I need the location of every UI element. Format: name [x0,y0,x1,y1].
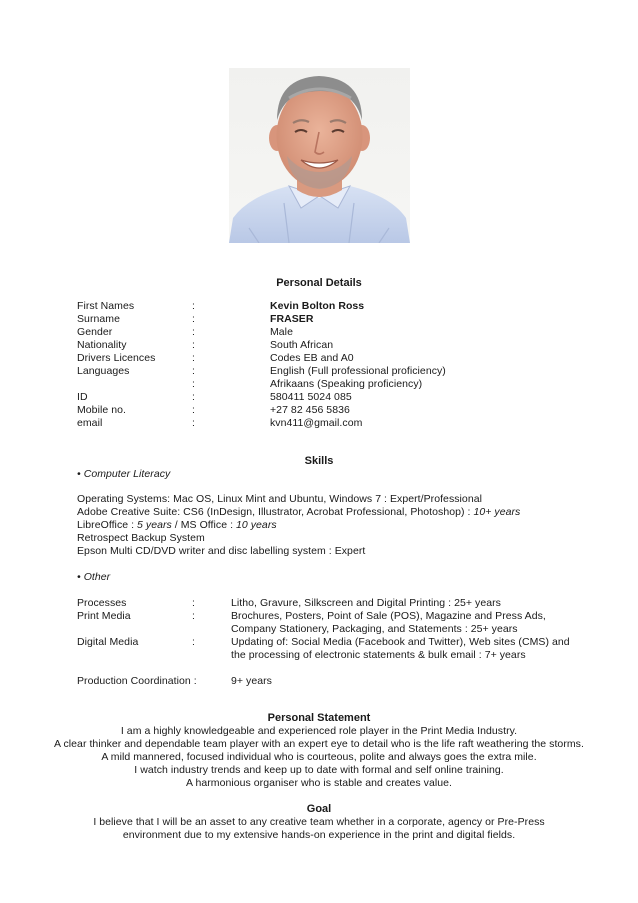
colon: : [192,313,195,325]
value-surname: FRASER [270,313,314,325]
skill-retrospect: Retrospect Backup System [77,532,205,544]
colon: : [192,300,195,312]
profile-photo [229,68,410,243]
label-nationality: Nationality [77,339,127,351]
colon: : [192,404,195,416]
skill-epson: Epson Multi CD/DVD writer and disc labelling system : Expert [77,545,366,557]
colon: : [192,597,195,609]
skill-adobe-text: Adobe Creative Suite: CS6 (InDesign, Illustrator, Acrobat Professional, Photoshop) : [77,506,474,518]
value-first-names: Kevin Bolton Ross [270,300,365,312]
colon: : [192,417,195,429]
skill-ms-text: / MS Office : [171,519,236,531]
value-email: kvn411@gmail.com [270,417,363,429]
label-surname: Surname [77,313,120,325]
value-digital-media-1: Updating of: Social Media (Facebook and Twitter), Web sites (CMS) and [231,636,570,648]
skills-heading: Skills [304,455,334,467]
value-production-coordination: 9+ years [231,675,272,687]
skill-adobe [77,506,520,519]
skill-libre-years: 5 years [137,519,172,531]
label-languages: Languages [77,365,130,377]
colon: : [192,326,195,338]
skill-libre-text: LibreOffice : [77,519,138,531]
colon: : [192,636,195,648]
skill-ms-years: 10 years [236,519,277,531]
goal-line: environment due to my extensive hands-on experience in the print and digital fields. [122,829,516,841]
statement-line: I watch industry trends and keep up to date with formal and self online training. [134,764,504,776]
value-processes: Litho, Gravure, Silkscreen and Digital Printing : 25+ years [231,597,501,609]
skill-adobe-years: 10+ years [473,506,521,518]
value-languages-english: English (Full professional proficiency) [270,365,446,377]
label-digital-media: Digital Media [77,636,139,648]
statement-line: I am a highly knowledgeable and experienced role player in the Print Media Industry. [120,725,518,737]
colon: : [192,378,195,390]
label-mobile: Mobile no. [77,404,126,416]
value-gender: Male [270,326,293,338]
label-drivers-licences: Drivers Licences [77,352,156,364]
value-print-media-1: Brochures, Posters, Point of Sale (POS), Magazine and Press Ads, [231,610,546,622]
label-email: email [77,417,103,429]
label-first-names: First Names [77,300,135,312]
computer-literacy-title: • Computer Literacy [77,468,171,480]
skill-office [77,519,277,532]
statement-line: A clear thinker and dependable team player with an expert eye to detail who is the life raft weathering the storms. [54,738,584,750]
label-production-coordination: Production Coordination : [77,675,197,687]
skill-operating-systems: Operating Systems: Mac OS, Linux Mint and Ubuntu, Windows 7 : Expert/Professional [77,493,482,505]
statement-line: A harmonious organiser who is stable and creates value. [186,777,452,789]
value-drivers-licences: Codes EB and A0 [270,352,354,364]
goal-line: I believe that I will be an asset to any creative team whether in a corporate, agency or Pre-Press [93,816,545,828]
personal-statement-heading: Personal Statement [267,712,371,724]
label-print-media: Print Media [77,610,131,622]
statement-line: A mild mannered, focused individual who is courteous, polite and always goes the extra mile. [101,751,537,763]
label-gender: Gender [77,326,113,338]
colon: : [192,365,195,377]
colon: : [192,391,195,403]
value-print-media-2: Company Stationery, Packaging, and Statements : 25+ years [231,623,518,635]
value-mobile: +27 82 456 5836 [270,404,350,416]
personal-details-heading: Personal Details [276,277,362,289]
portrait-image [229,68,410,243]
other-title: • Other [77,571,111,583]
goal-heading: Goal [306,803,332,815]
value-id: 580411 5024 085 [270,391,352,403]
label-processes: Processes [77,597,127,609]
value-languages-afrikaans: Afrikaans (Speaking proficiency) [270,378,423,390]
colon: : [192,352,195,364]
value-digital-media-2: the processing of electronic statements & bulk email : 7+ years [231,649,526,661]
value-nationality: South African [270,339,334,351]
colon: : [192,339,195,351]
label-id: ID [77,391,88,403]
colon: : [192,610,195,622]
